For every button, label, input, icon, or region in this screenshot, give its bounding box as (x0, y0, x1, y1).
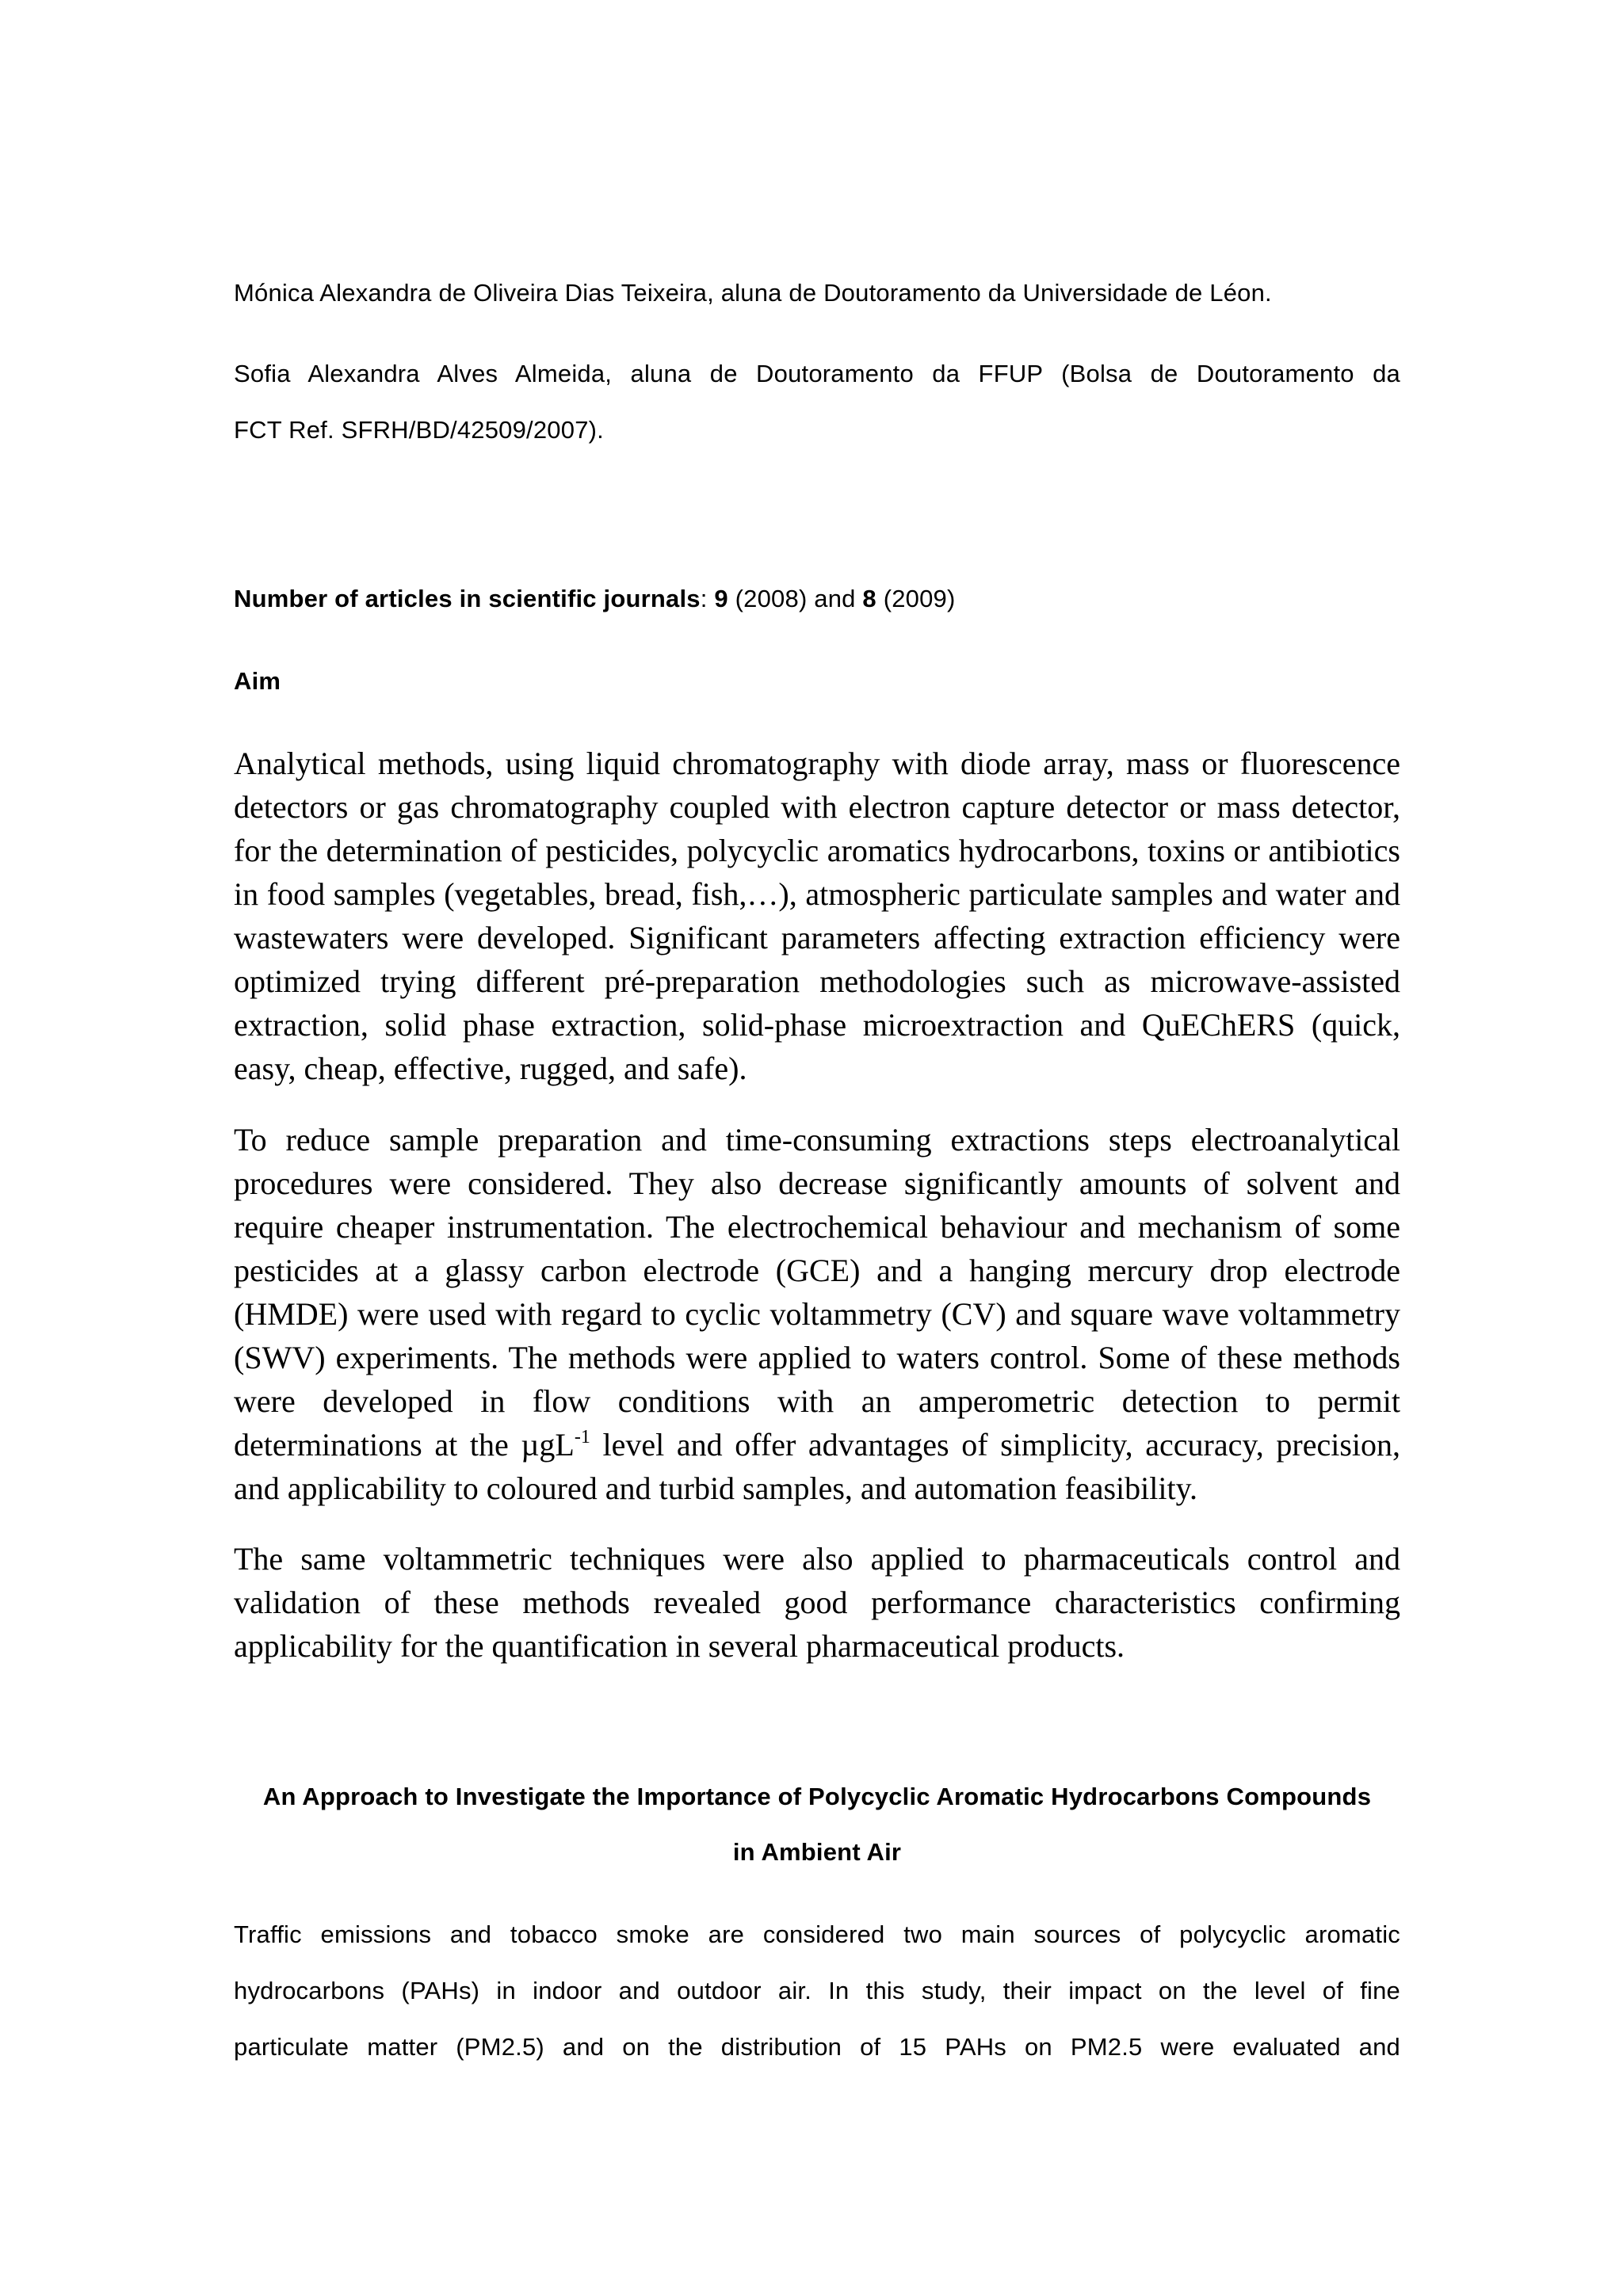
aim-paragraph-2-after: level and offer advantages of simplicity, accuracy, precision, and applicability to coloured and turbid samples, and automation feasibility. (234, 1427, 1400, 1506)
unit-superscript: -1 (574, 1426, 590, 1447)
aim-paragraph-2 (234, 1118, 1400, 1510)
articles-sep: : (700, 585, 715, 612)
aim-paragraph-1: Analytical methods, using liquid chromatography with diode array, mass or fluorescence detectors or gas chromatography coupled with electron capture detector or mass detector, for the determination of pesticides, polycyclic aromatics hydrocarbons, toxins or antibiotics in food samples (vegetables, bread, fish,…), atmospheric particulate samples and water and wastewaters were developed. Significant parameters affecting extraction efficiency were optimized trying different pré-preparation methodologies such as microwave-assisted extraction, solid phase extraction, solid-phase microextraction and QuEChERS (quick, easy, cheap, effective, rugged, and safe). (234, 746, 1400, 1086)
articles-count-2008: 9 (714, 585, 728, 612)
section-title-line-2: in Ambient Air (732, 1838, 902, 1866)
section-body-line-3: particulate matter (PM2.5) and on the distribution of 15 PAHs on PM2.5 were evaluated and (234, 2033, 1400, 2061)
section-body-line-1: Traffic emissions and tobacco smoke are considered two main sources of polycyclic aromatic (234, 1920, 1400, 1948)
aim-heading: Aim (234, 667, 281, 695)
section-body-line-2: hydrocarbons (PAHs) in indoor and outdoor air. In this study, their impact on the level of fine (234, 1977, 1400, 2004)
articles-year-2009: (2009) (876, 585, 956, 612)
section-title-line-1: An Approach to Investigate the Importance of Polycyclic Aromatic Hydrocarbons Compounds (262, 1783, 1372, 1810)
aim-paragraph-3: The same voltammetric techniques were also applied to pharmaceuticals control and validation of these methods revealed good performance characteristics confirming applicability for the quantification in several pharmaceutical products. (234, 1541, 1400, 1664)
articles-count-line (234, 585, 1400, 613)
author-line-2a: Sofia Alexandra Alves Almeida, aluna de Doutoramento da FFUP (Bolsa de Doutoramento da (234, 360, 1400, 387)
author-line-1: Mónica Alexandra de Oliveira Dias Teixeira, aluna de Doutoramento da Universidade de Léon. (234, 279, 1272, 307)
aim-paragraph-2-before: To reduce sample preparation and time-consuming extractions steps electroanalytical procedures were considered. They also decrease significantly amounts of solvent and require cheaper instrumentation. The electrochemical behaviour and mechanism of some pesticides at a glassy carbon electrode (GCE) and a hanging mercury drop electrode (HMDE) were used with regard to cyclic voltammetry (CV) and square wave voltammetry (SWV) experiments. The methods were applied to waters control. Some of these methods were developed in flow conditions with an amperometric detection to permit determinations at the µgL (234, 1122, 1400, 1463)
articles-label: Number of articles in scientific journals (234, 585, 701, 612)
articles-count-2009: 8 (862, 585, 876, 612)
author-line-2b: FCT Ref. SFRH/BD/42509/2007). (234, 416, 604, 444)
articles-year-2008: (2008) and (727, 585, 863, 612)
